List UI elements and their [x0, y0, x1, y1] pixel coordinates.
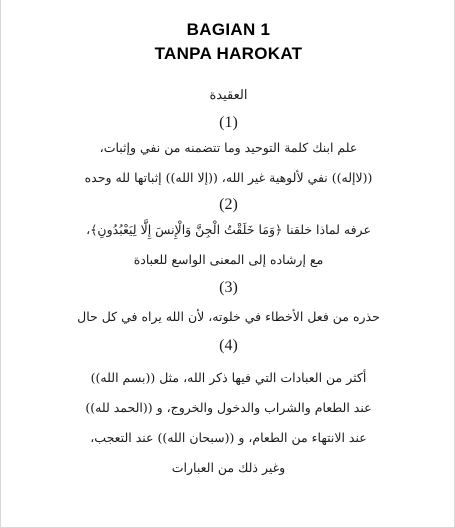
item-1-line-2: ((لاإله)) نفي لألوهية غير الله، ((إلا الله)) إثباتها لله وحده	[84, 170, 373, 185]
item-number-3: (3)	[219, 279, 238, 296]
item-4-line-4: وغير ذلك من العبارات	[171, 460, 286, 475]
item-2-line-2: مع إرشاده إلى المعنى الواسع للعبادة	[133, 252, 324, 267]
item-4-line-3: عند الانتهاء من الطعام، و ((سبحان الله)) عند التعجب،	[90, 430, 367, 445]
chapter-heading: BAGIAN 1	[186, 20, 271, 39]
item-4-line-1: أكثر من العبادات التي فيها ذكر الله، مثل ((بسم الله))	[90, 370, 367, 385]
item-2-line-1: عرفه لماذا خلقنا ﴿وَمَا خَلَقْتُ الْجِنَّ وَالْإِنسَ إِلَّا لِيَعْبُدُونِ﴾،	[86, 222, 371, 237]
section-title: العقيدة	[209, 88, 248, 103]
item-number-4: (4)	[219, 337, 238, 354]
chapter-subheading: TANPA HAROKAT	[154, 44, 303, 63]
item-4-line-2: عند الطعام والشراب والدخول والخروج، و ((الحمد لله))	[85, 400, 372, 415]
item-1-line-1: علم ابنك كلمة التوحيد وما تتضمنه من نفي وإثبات،	[99, 140, 358, 155]
item-number-2: (2)	[219, 196, 238, 213]
item-number-1: (1)	[219, 114, 238, 131]
item-3-line-1: حذره من فعل الأخطاء في خلوته، لأن الله يراه في كل حال	[77, 309, 380, 324]
